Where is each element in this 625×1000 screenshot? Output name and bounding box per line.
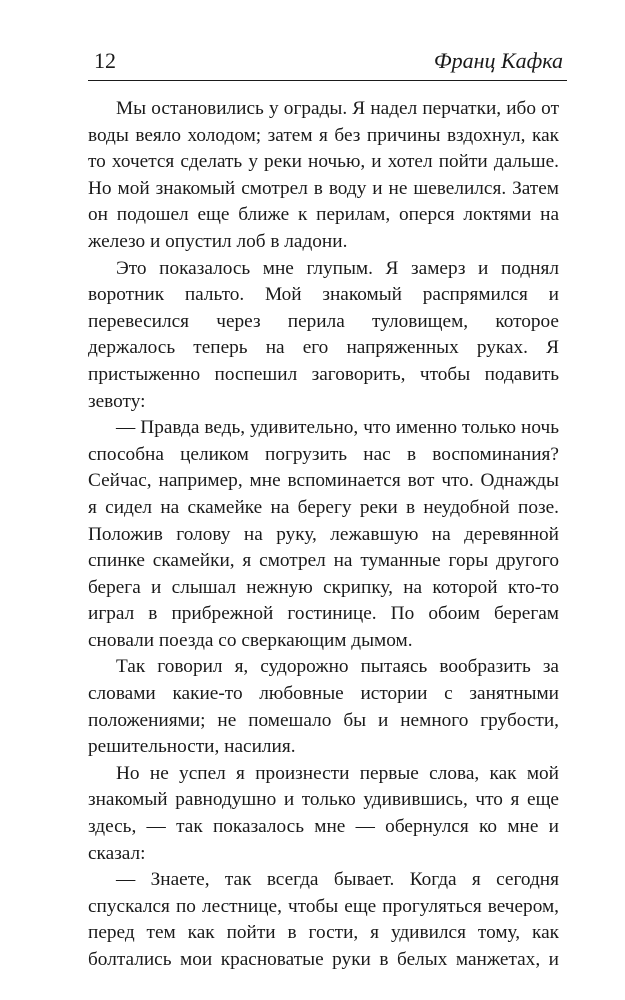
paragraph-6: — Знаете, так всегда бывает. Когда я сегодня спускался по лестнице, чтобы еще прогуляться вечером, перед тем как пойти в гости, я удивился тому, как болтались мои красноватые руки в белых манжетах, и	[88, 869, 559, 970]
body-text	[88, 96, 559, 974]
paragraph-2: Это показалось мне глупым. Я замерз и поднял воротник пальто. Мой знакомый распрямился и перевесился через перила туловищем, которое держалось теперь на его напряженных руках. Я пристыженно поспешил заговорить, чтобы подавить зевоту:	[88, 257, 559, 412]
header-rule	[88, 80, 567, 81]
paragraph-5: Но не успел я произнести первые слова, как мой знакомый равнодушно и только удивившись, что я еще здесь, — так показалось мне — обернулся ко мне и сказал:	[88, 762, 559, 864]
paragraph-1: Мы остановились у ограды. Я надел перчатки, ибо от воды веяло холодом; затем я без причины вздохнул, как то хочется сделать у реки ночью, и хотел пойти дальше. Но мой знакомый смотрел в воду и не шевелился. Затем он подошел еще ближе к перилам, оперся локтями на железо и опустил лоб в ладони.	[88, 98, 559, 252]
running-head-author: Франц Кафка	[433, 48, 563, 73]
paragraph-3: — Правда ведь, удивительно, что именно только ночь способна целиком погрузить нас в воспоминания? Сейчас, например, мне вспоминается вот что. Однажды я сидел на скамейке на берегу реки в неудобной позе. Положив голову на руку, лежавшую на деревянной спинке скамейки, я смотрел на туманные горы другого берега и слышал нежную скрипку, на которой кто-то играл в прибрежной гостинице. По обоим берегам сновали поезда со сверкающим дымом.	[88, 417, 559, 651]
paragraph-4: Так говорил я, судорожно пытаясь вообразить за словами какие-то любовные истории с занятными положениями; не помешало бы и немного грубости, решительности, насилия.	[88, 656, 559, 758]
page-number: 12	[94, 48, 116, 73]
